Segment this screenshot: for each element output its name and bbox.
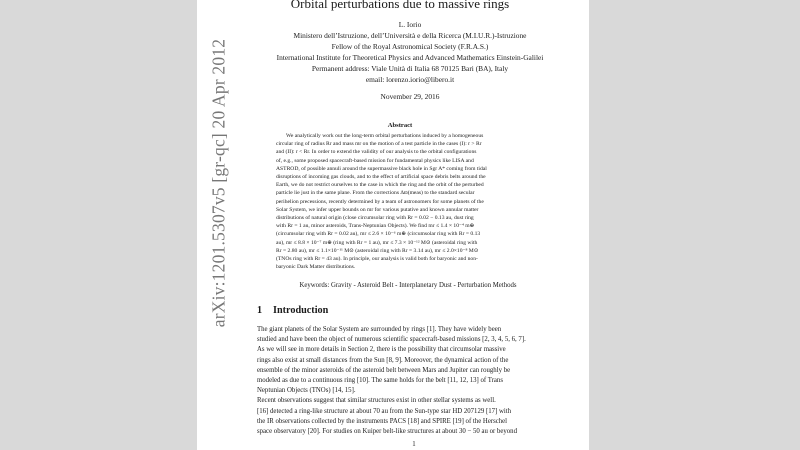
affiliation-line: Permanent address: Viale Unità di Italia 68 70125 Bari (BA), Italy xyxy=(311,64,509,73)
abstract-line: circular ring of radius Rr and mass mr on the motion of a test particle in the cases (I): r > Rr xyxy=(276,141,482,148)
body-text-line: modeled as due to a continuous ring [10]. The same holds for the belt [11, 12, 13] of Trans xyxy=(257,377,503,384)
abstract-line: Rr = 2.80 au), mr ≤ 1.1×10⁻¹¹ M⊙ (asteroidal ring with Rr = 3.14 au), mr ≤ 2.0×10⁻⁸ M⊙ xyxy=(276,247,479,254)
abstract-line: (TNOs ring with Rr = 43 au). In principle, our analysis is valid both for baryonic and non- xyxy=(276,256,478,262)
abstract-line: particle lie just in the same plane. From the corrections Δϖ(meas) to the standard secular xyxy=(276,190,475,197)
body-text-line: Recent observations suggest that similar structures exist in other stellar systems as well. xyxy=(257,397,496,405)
abstract-line: of, e.g., some proposed spacecraft-based mission for fundamental physics like LISA and xyxy=(276,157,474,164)
abstract-line: distributions of natural origin (close circumsolar ring with Rr = 0.02 − 0.13 au, dust ring xyxy=(276,215,474,221)
section-title: Introduction xyxy=(273,305,329,316)
abstract-line: perihelion precessions, recently determined by a team of astronomers for some planets of the xyxy=(276,198,484,205)
paper-title: Orbital perturbations due to massive rings xyxy=(290,0,510,11)
body-text-line: the IR observations collected by the instruments PACS [18] and SPIRE [19] of the Herschel xyxy=(257,417,508,425)
abstract-line: baryonic Dark Matter distributions. xyxy=(276,264,356,271)
abstract-line: with Rr = 1 au, minor asteroids, Trans-Neptunian Objects). We find mr ≤ 1.4 × 10⁻⁴ m⊕ xyxy=(276,223,475,230)
abstract-line: ASTROD, of possible annuli around the supermassive black hole in Sgr A* coming from tidal xyxy=(276,165,487,172)
body-text-line: studied and have been the object of numerous scientific spacecraft-based missions [2, 3, 4, 5, 6, 7]. xyxy=(257,336,526,344)
keywords: Keywords: Gravity - Asteroid Belt - Interplanetary Dust - Perturbation Methods xyxy=(299,282,517,289)
body-text-line: Neptunian Objects (TNOs) [14, 15]. xyxy=(257,387,356,395)
abstract-line: and (II): r < Rr. In order to extend the validity of our analysis to the orbital configurations xyxy=(276,149,477,156)
body-text-line: The giant planets of the Solar System are surrounded by rings [1]. They have widely been xyxy=(257,326,502,333)
abstract-heading: Abstract xyxy=(387,122,413,129)
page-number: 1 xyxy=(412,441,416,448)
section-number: 1 xyxy=(257,305,263,316)
paper-date: November 29, 2016 xyxy=(380,92,440,101)
affiliation-line: Ministero dell’Istruzione, dell’Università e della Ricerca (M.I.U.R.)-Istruzione xyxy=(293,31,527,40)
abstract-line: Solar System, we infer upper bounds on mr for various putative and known annular matter xyxy=(276,206,479,213)
body-text-line: rings also exist at small distances from the Sun [8, 9]. Moreover, the dynamical action of the xyxy=(257,356,509,364)
affiliation-line: Fellow of the Royal Astronomical Society (F.R.A.S.) xyxy=(331,42,489,51)
body-text-line: As we will see in more details in Section 2, there is the possibility that circumsolar massive xyxy=(257,346,506,354)
arxiv-identifier: arXiv:1201.5307v5 [gr-qc] 20 Apr 2012 xyxy=(208,38,229,328)
abstract-line: Earth, we do not restrict ourselves to the case in which the ring and the orbit of the perturbed xyxy=(276,182,484,189)
abstract-line: au), mr ≤ 8.8 × 10⁻⁷ m⊕ (ring with Rr = 1 au), mr ≤ 7.3 × 10⁻¹² M⊙ (asteroidal ring with xyxy=(276,239,478,246)
abstract-line: We analytically work out the long-term orbital perturbations induced by a homogeneous xyxy=(286,133,484,139)
body-text-line: ensemble of the minor asteroids of the asteroid belt between Mars and Jupiter can roughly be xyxy=(257,366,511,374)
section-heading xyxy=(257,305,328,316)
abstract-line: disruptions of incoming gas clouds, and to the effect of artificial space debris belts around the xyxy=(276,174,486,180)
author-email: email: lorenzo.iorio@libero.it xyxy=(365,75,455,84)
body-text-line: space observatory [20]. For studies on Kuiper belt-like structures at about 30 − 50 au or beyond xyxy=(257,428,517,435)
affiliation-line: International Institute for Theoretical Physics and Advanced Mathematics Einstein-Galilei xyxy=(276,53,544,62)
body-text-line: [16] detected a ring-like structure at about 70 au from the Sun-type star HD 207129 [17] with xyxy=(257,407,512,415)
author-name: L. Iorio xyxy=(398,20,422,29)
abstract-line: (circumsolar ring with Rr = 0.02 au), mr ≤ 2.6 × 10⁻⁶ m⊕ (circumsolar ring with Rr = 0.13 xyxy=(276,231,481,238)
